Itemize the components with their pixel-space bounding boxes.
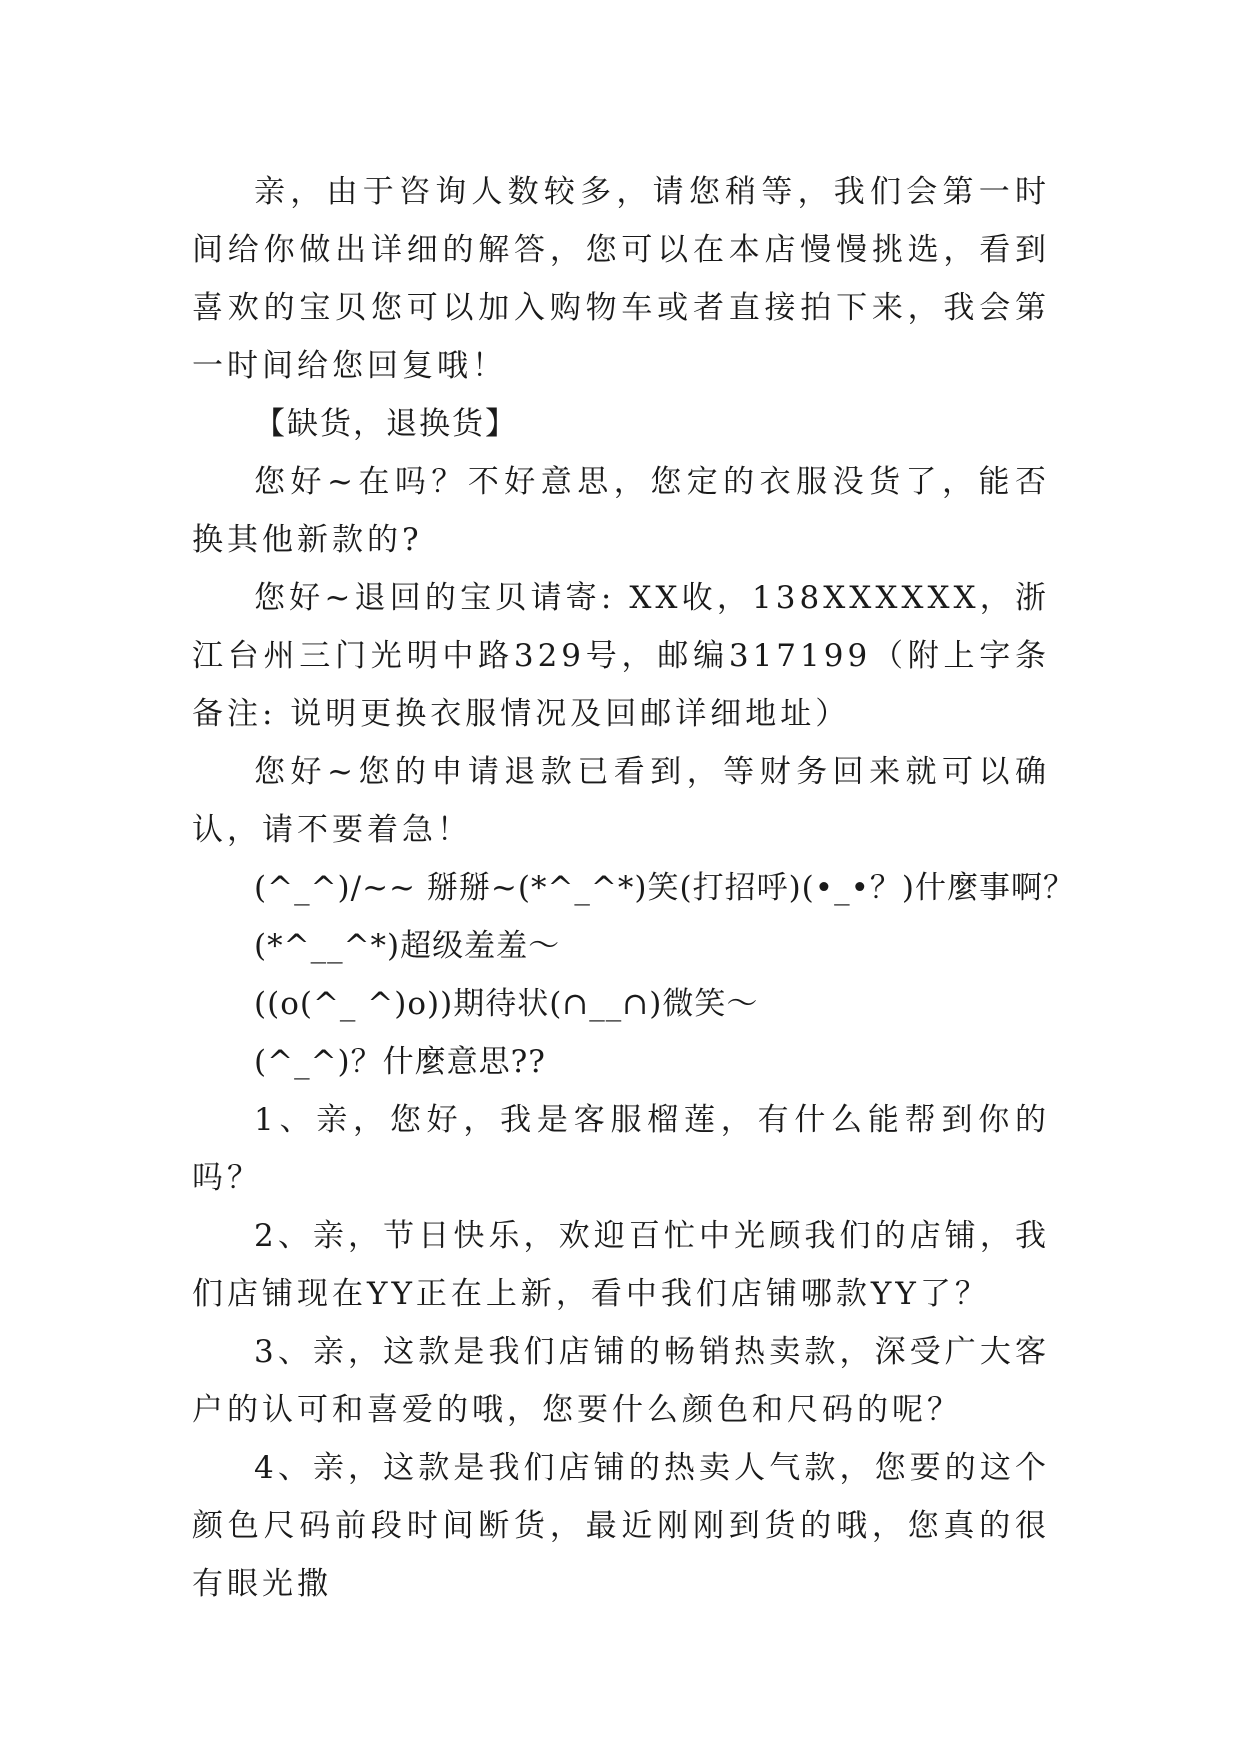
paragraph-out-of-stock: 您好~在吗？不好意思，您定的衣服没货了，能否换其他新款的? [192, 464, 1050, 558]
emoticon-line-shy: (*^__^*)超级羞羞～ [254, 928, 561, 964]
section-heading-out-of-stock-returns: 【缺货，退换货】 [254, 406, 518, 442]
document-body [192, 163, 1075, 1613]
emoticon-line-greeting: (^_^)/~~ 掰掰~(*^_^*)笑(打招呼)(•_•？)什麼事啊？ [254, 870, 1075, 906]
paragraph-wait-reply: 亲，由于咨询人数较多，请您稍等，我们会第一时间给你做出详细的解答，您可以在本店慢慢挑选，看到喜欢的宝贝您可以加入购物车或者直接拍下来，我会第一时间给您回复哦！ [192, 174, 1050, 384]
paragraph-item-1: 1、亲，您好，我是客服榴莲，有什么能帮到你的吗？ [192, 1102, 1050, 1196]
paragraph-item-2: 2、亲，节日快乐，欢迎百忙中光顾我们的店铺，我们店铺现在YY正在上新，看中我们店铺哪款YY了？ [192, 1218, 1050, 1312]
paragraph-return-address: 您好~退回的宝贝请寄: XX收，138XXXXXX，浙江台州三门光明中路329号，邮编317199（附上字条备注: 说明更换衣服情况及回邮详细地址） [192, 580, 1050, 732]
paragraph-item-4: 4、亲，这款是我们店铺的热卖人气款，您要的这个颜色尺码前段时间断货，最近刚刚到货的哦，您真的很有眼光撒 [192, 1450, 1050, 1602]
emoticon-line-expect: ((o(^_ ^)o))期待状(∩__∩)微笑～ [254, 986, 759, 1022]
paragraph-refund: 您好~您的申请退款已看到，等财务回来就可以确认，请不要着急！ [192, 754, 1050, 848]
emoticon-line-question: (^_^)？什麼意思?? [254, 1044, 546, 1080]
paragraph-item-3: 3、亲，这款是我们店铺的畅销热卖款，深受广大客户的认可和喜爱的哦，您要什么颜色和尺码的呢？ [192, 1334, 1050, 1428]
